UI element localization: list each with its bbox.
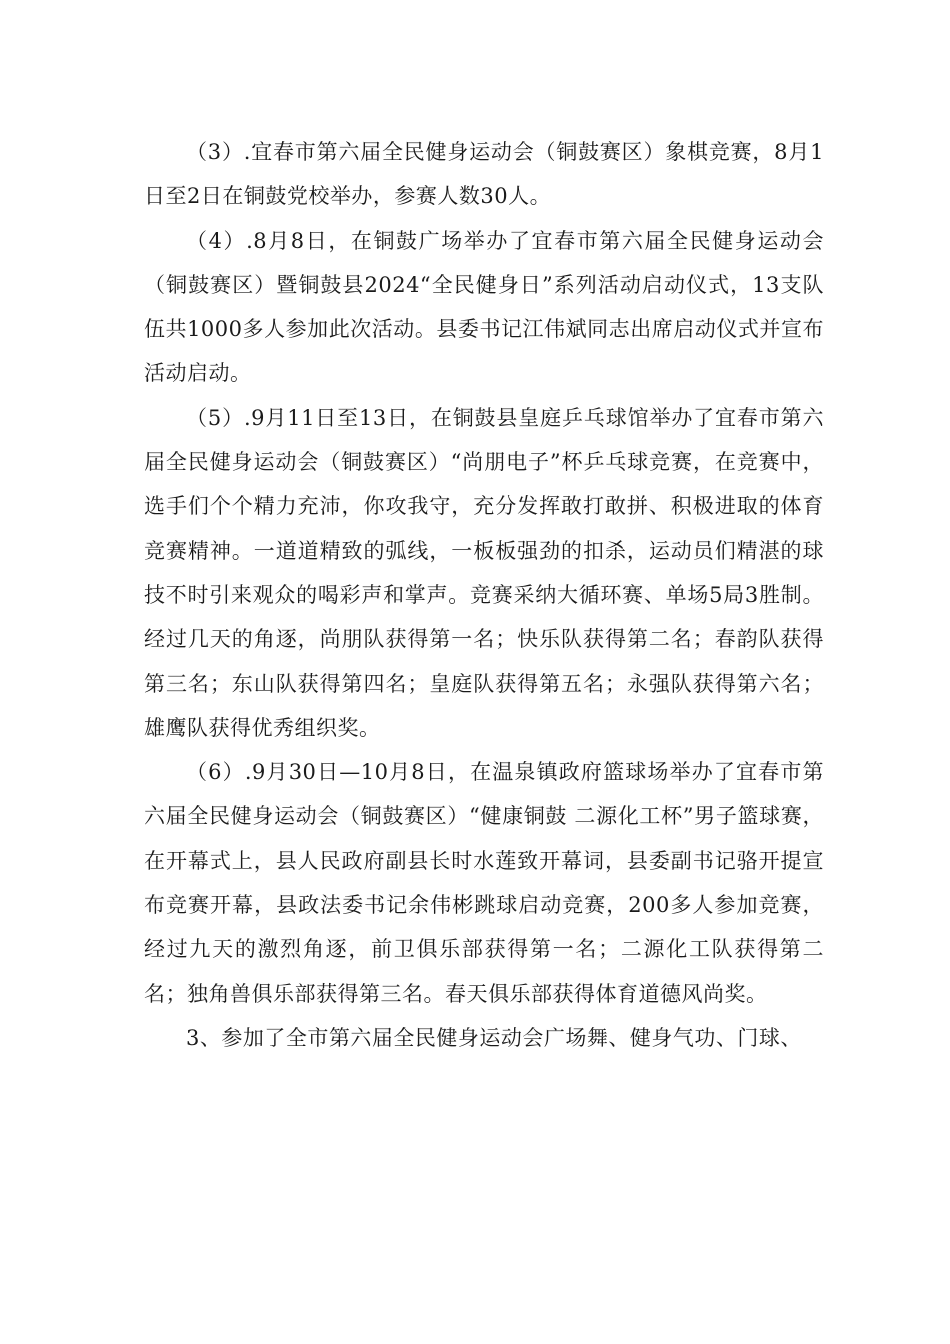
paragraph-participation: 3、参加了全市第六届全民健身运动会广场舞、健身气功、门球、 <box>186 1025 802 1050</box>
paragraph-fitness-day: （4）.8月8日，在铜鼓广场举办了宜春市第六届全民健身运动会（铜鼓赛区）暨铜鼓县2024“全民健身日”系列活动启动仪式，13支队伍共1000多人参加此次活动。县委书记江伟斌同志出席启动仪式并宣布活动启动。 <box>144 228 824 386</box>
paragraph-basketball: （6）.9月30日—10月8日，在温泉镇政府篮球场举办了宜春市第六届全民健身运动会（铜鼓赛区）“健康铜鼓 二源化工杯”男子篮球赛，在开幕式上，县人民政府副县长时水莲致开幕词，县委副书记骆开提宣布竞赛开幕，县政法委书记余伟彬跳球启动竞赛，200多人参加竞赛，经过九天的激烈角逐，前卫俱乐部获得第一名；二源化工队获得第二名；独角兽俱乐部获得第三名。春天俱乐部获得体育道德风尚奖。 <box>144 760 824 1006</box>
document-body <box>144 130 824 1060</box>
paragraph-table-tennis: （5）.9月11日至13日，在铜鼓县皇庭乒乓球馆举办了宜春市第六届全民健身运动会（铜鼓赛区）“尚朋电子”杯乒乓球竞赛，在竞赛中，选手们个个精力充沛，你攻我守，充分发挥敢打敢拼、积极进取的体育竞赛精神。一道道精致的弧线，一板板强劲的扣杀，运动员们精湛的球技不时引来观众的喝彩声和掌声。竞赛采纳大循环赛、单场5局3胜制。经过几天的角逐，尚朋队获得第一名；快乐队获得第二名；春韵队获得第三名；东山队获得第四名；皇庭队获得第五名；永强队获得第六名；雄鹰队获得优秀组织奖。 <box>144 405 824 740</box>
paragraph-chess: （3）.宜春市第六届全民健身运动会（铜鼓赛区）象棋竞赛，8月1日至2日在铜鼓党校举办，参赛人数30人。 <box>144 140 824 209</box>
